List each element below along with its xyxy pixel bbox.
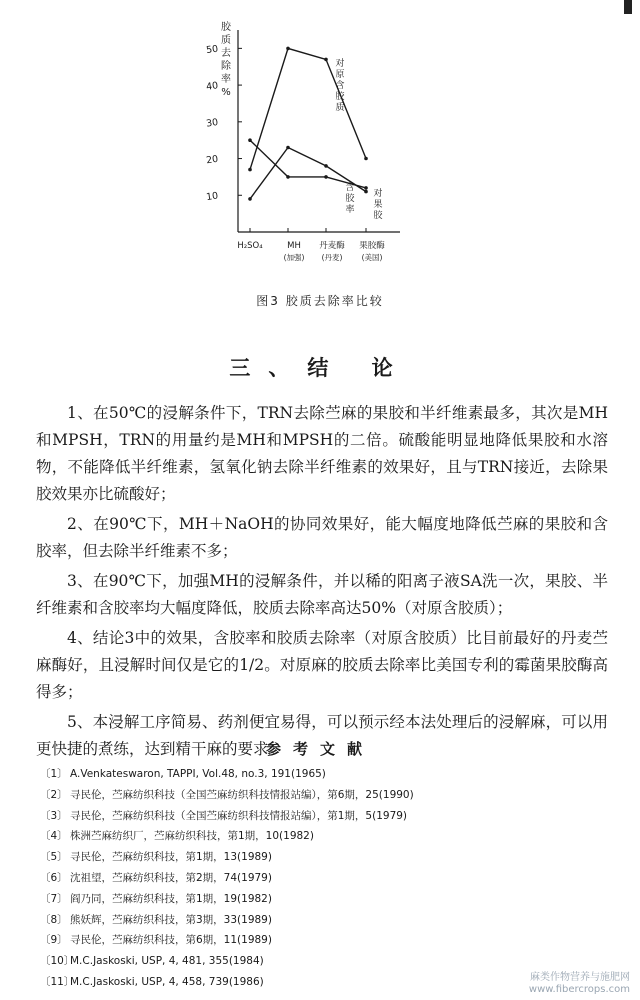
x-tick-sublabel: (加强) (283, 253, 305, 262)
series-point (286, 146, 290, 150)
y-tick-label: 40 (205, 80, 219, 93)
references-title: 参考文献 (265, 740, 374, 758)
reference-item (40, 826, 600, 847)
figure-caption: 图3 胶质去除率比较 (256, 294, 384, 308)
y-tick-label: 30 (205, 117, 219, 130)
y-axis-label (221, 20, 232, 98)
reference-number: 〔5〕 (40, 851, 68, 864)
series-label-char: 质 (335, 103, 345, 113)
reference-number: 〔7〕 (40, 892, 68, 905)
series-label-char: 对 (335, 59, 345, 69)
x-tick-label: 丹麦酶 (319, 241, 345, 251)
reference-text: M.C.Jaskoski, USP, 4, 458, 739(1986) (70, 975, 264, 988)
series-point (286, 175, 290, 179)
reference-text: 沈祖望，苎麻纺织科技，第2期，74(1979) (70, 871, 272, 884)
reference-item (40, 785, 600, 806)
y-axis-label-char: 去 (221, 48, 231, 59)
series-label-char: 果 (373, 200, 383, 210)
y-tick-label: 50 (205, 43, 219, 57)
reference-item (40, 972, 600, 993)
conclusions (36, 400, 608, 766)
reference-text: 寻民伦，苎麻纺织科技，第6期，11(1989) (70, 934, 272, 947)
series-label-char: 胶 (345, 194, 355, 204)
reference-number: 〔1〕 (40, 768, 68, 780)
series-label-char: 胶 (373, 211, 383, 221)
y-axis-label-char: % (221, 87, 231, 98)
conclusion-5: 5、本浸解工序简易、药剂便宜易得，可以预示经本法处理后的浸解麻，可以用更快捷的煮练，达到精干麻的要求。 (36, 713, 608, 758)
series-point (248, 197, 252, 201)
y-tick-label: 20 (205, 153, 219, 167)
reference-item (40, 889, 600, 910)
series-label-char: 胶 (335, 92, 345, 102)
reference-number: 〔11〕 (40, 975, 75, 988)
reference-item (40, 806, 600, 827)
series-labels (335, 57, 383, 221)
reference-text: 寻民伦，苎麻纺织科技（全国苎麻纺织科技情报站编），第1期，5(1979) (70, 809, 408, 822)
reference-text: 寻民伦，苎麻纺织科技（全国苎麻纺织科技情报站编），第6期，25(1990) (70, 788, 414, 801)
figure-3-chart (190, 10, 430, 280)
reference-text: 寻民伦，苎麻纺织科技，第1期，13(1989) (70, 851, 272, 864)
section-title: 三、结 论 (229, 356, 411, 380)
site-watermark (529, 972, 630, 996)
reference-number: 〔3〕 (40, 809, 68, 822)
reference-number: 〔10〕 (40, 955, 75, 968)
reference-number: 〔9〕 (40, 934, 68, 947)
watermark-line-1: 麻类作物营养与施肥网 (530, 972, 630, 983)
references-list (40, 764, 600, 993)
y-axis-label-char: 除 (221, 61, 231, 72)
reference-text: 熊妖辉，苎麻纺织科技，第3期，33(1989) (70, 913, 272, 926)
series-label-char: 含 (345, 183, 355, 193)
x-tick-label: H₂SO₄ (237, 241, 263, 251)
reference-item (40, 764, 600, 785)
conclusion-3: 3、在90℃下，加强MH的浸解条件，并以稀的阳离子液SA洗一次，果胶、半纤维素和含胶率均大幅度降低，胶质去除率高达50%（对原含胶质）； (36, 572, 608, 617)
watermark-line-2: www.fibercrops.com (528, 984, 630, 995)
reference-item (40, 930, 600, 951)
series-lines (248, 47, 368, 201)
conclusion-4: 4、结论3中的效果，含胶率和胶质去除率（对原含胶质）比目前最好的丹麦苎麻酶好，且浸解时间仅是它的1/2。对原麻的胶质去除率比美国专利的霉菌果胶酶高得多； (36, 629, 608, 701)
reference-text: A.Venkateswaron, TAPPI, Vol.48, no.3, 191(1965) (70, 768, 326, 780)
series-point (364, 186, 368, 190)
reference-number: 〔2〕 (40, 788, 68, 801)
series-point (248, 138, 252, 142)
conclusion-2: 2、在90℃下，MH＋NaOH的协同效果好，能大幅度地降低苎麻的果胶和含胶率，但去除半纤维素不多； (36, 515, 608, 560)
series-label-char: 率 (345, 205, 355, 215)
reference-item (40, 910, 600, 931)
x-tick-sublabel: (丹麦) (321, 253, 343, 262)
series-label-char: 含 (335, 81, 345, 91)
y-tick-label: 10 (205, 190, 219, 204)
reference-item (40, 951, 600, 972)
series-label-char: 原 (335, 70, 345, 80)
series-point (364, 157, 368, 161)
series-point (324, 58, 328, 62)
series-point (248, 168, 252, 172)
reference-item (40, 868, 600, 889)
x-tick-label: 果胶酶 (359, 241, 385, 251)
x-ticks (237, 228, 385, 262)
reference-number: 〔4〕 (40, 830, 68, 843)
x-tick-label: MH (287, 241, 301, 251)
reference-number: 〔8〕 (40, 913, 68, 926)
y-axis-label-char: 胶 (221, 22, 231, 33)
series-point (364, 190, 368, 194)
series-point (324, 175, 328, 179)
series-line-1 (250, 48, 366, 169)
y-axis-label-char: 质 (221, 35, 231, 46)
x-tick-sublabel: (美国) (361, 253, 383, 262)
reference-text: 株洲苎麻纺织厂，苎麻纺织科技，第1期，10(1982) (70, 830, 314, 843)
series-point (286, 47, 290, 51)
reference-item (40, 847, 600, 868)
reference-text: M.C.Jaskoski, USP, 4, 481, 355(1984) (70, 955, 264, 968)
corner-mark (624, 0, 632, 14)
reference-number: 〔6〕 (40, 871, 68, 884)
series-point (324, 164, 328, 168)
conclusion-1: 1、在50℃的浸解条件下，TRN去除苎麻的果胶和半纤维素最多，其次是MH和MPSH，TRN的用量约是MH和MPSH的二倍。硫酸能明显地降低果胶和水溶物，不能降低半纤维素，氢氧化钠去除半纤维素的效果好，且与TRN接近，去除果胶效果亦比硫酸好； (36, 404, 608, 503)
series-label-char: 对 (373, 189, 383, 199)
y-axis-label-char: 率 (221, 74, 231, 85)
reference-text: 阎乃同，苎麻纺织科技，第1期，19(1982) (70, 892, 272, 905)
